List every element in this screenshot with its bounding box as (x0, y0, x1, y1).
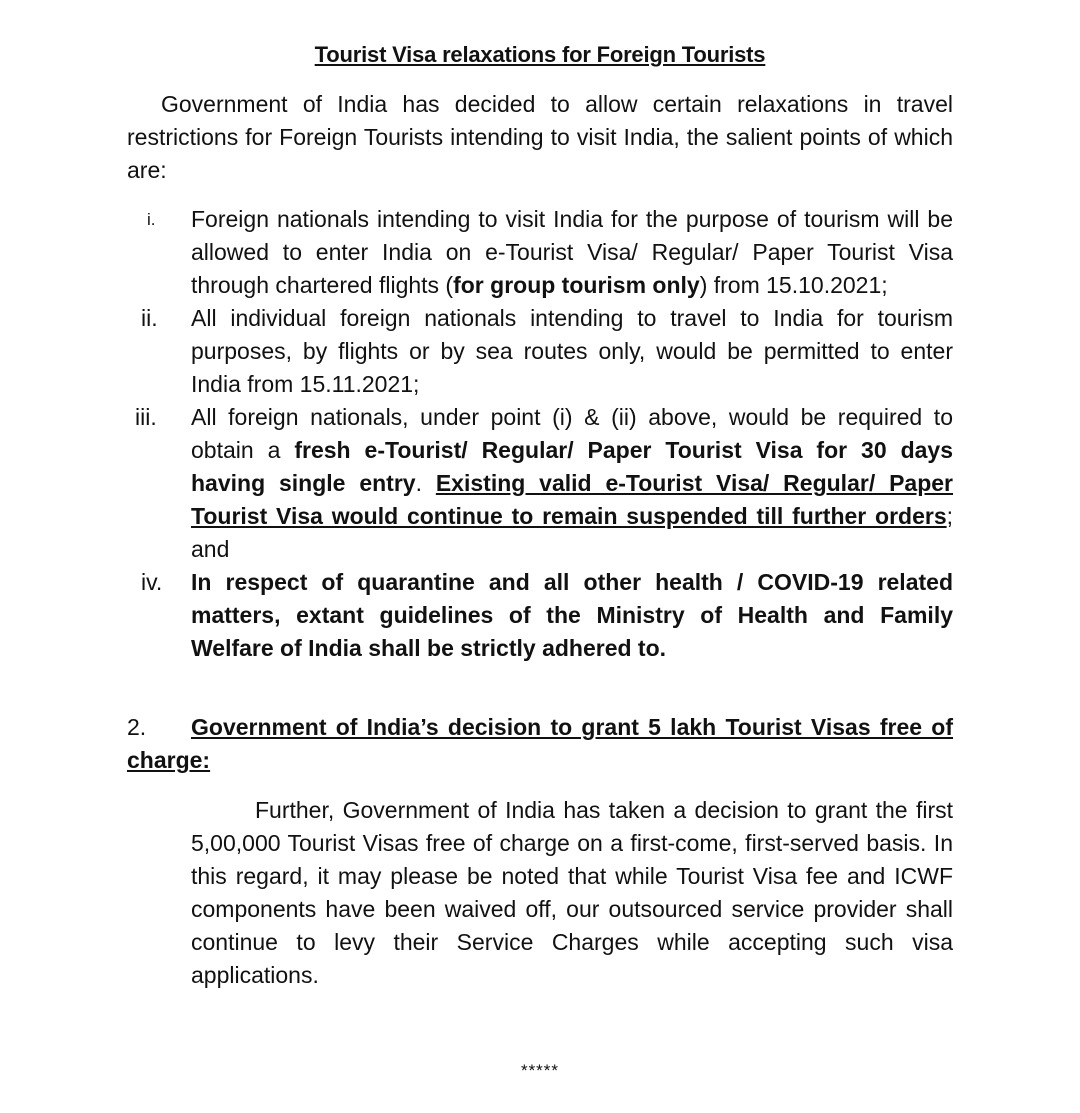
list-marker: i. (147, 210, 156, 229)
point-text-bold: In respect of quarantine and all other health / COVID-19 related matters, extant guidelines of the Ministry of Health and Family Welfare of India shall be strictly adhered to. (191, 569, 953, 661)
point-text: ; and (191, 503, 953, 562)
end-mark: ***** (520, 1061, 560, 1080)
point-text: Foreign nationals intending to visit India for the purpose of tourism will be allowed to enter India on e-Tourist Visa/ Regular/ Paper Tourist Visa through chartered flights ( (191, 206, 953, 298)
intro-paragraph: Government of India has decided to allow certain relaxations in travel restrictions for Foreign Tourists intending to visit India, the salient points of which are: (127, 91, 953, 183)
list-marker: ii. (141, 305, 158, 331)
point-text-bold: fresh e-Tourist/ Regular/ Paper Tourist Visa for 30 days having single entry (191, 437, 953, 496)
point-text-bold: for group tourism only (453, 272, 700, 298)
list-item (127, 566, 953, 665)
point-text: All individual foreign nationals intending to travel to India for tourism purposes, by flights or by sea routes only, would be permitted to enter India from 15.11.2021; (191, 305, 953, 397)
point-text: . (415, 470, 436, 496)
list-marker: iv. (141, 569, 163, 595)
list-item (127, 302, 953, 401)
section-2-heading (127, 711, 953, 777)
list-marker: iii. (135, 404, 157, 430)
section-number: 2. (127, 714, 147, 740)
document-title: Tourist Visa relaxations for Foreign Tourists (314, 42, 766, 67)
point-text: ) from 15.10.2021; (699, 272, 888, 298)
list-item (127, 203, 953, 302)
section-2-body: Further, Government of India has taken a decision to grant the first 5,00,000 Tourist Visas free of charge on a first-come, first-served basis. In this regard, it may please be noted that while Tourist Visa fee and ICWF components have been waived off, our outsourced service provider shall continue to levy their Service Charges while accepting such visa applications. (191, 797, 953, 988)
section-heading-text: Government of India’s decision to grant 5 lakh Tourist Visas free of charge: (127, 714, 953, 773)
salient-points-list (127, 203, 953, 665)
point-text-bold-underline: Existing valid e-Tourist Visa/ Regular/ Paper Tourist Visa would continue to remain suspended till further orders (191, 470, 953, 529)
point-text: All foreign nationals, under point (i) & (ii) above, would be required to obtain a (191, 404, 953, 463)
list-item (127, 401, 953, 566)
